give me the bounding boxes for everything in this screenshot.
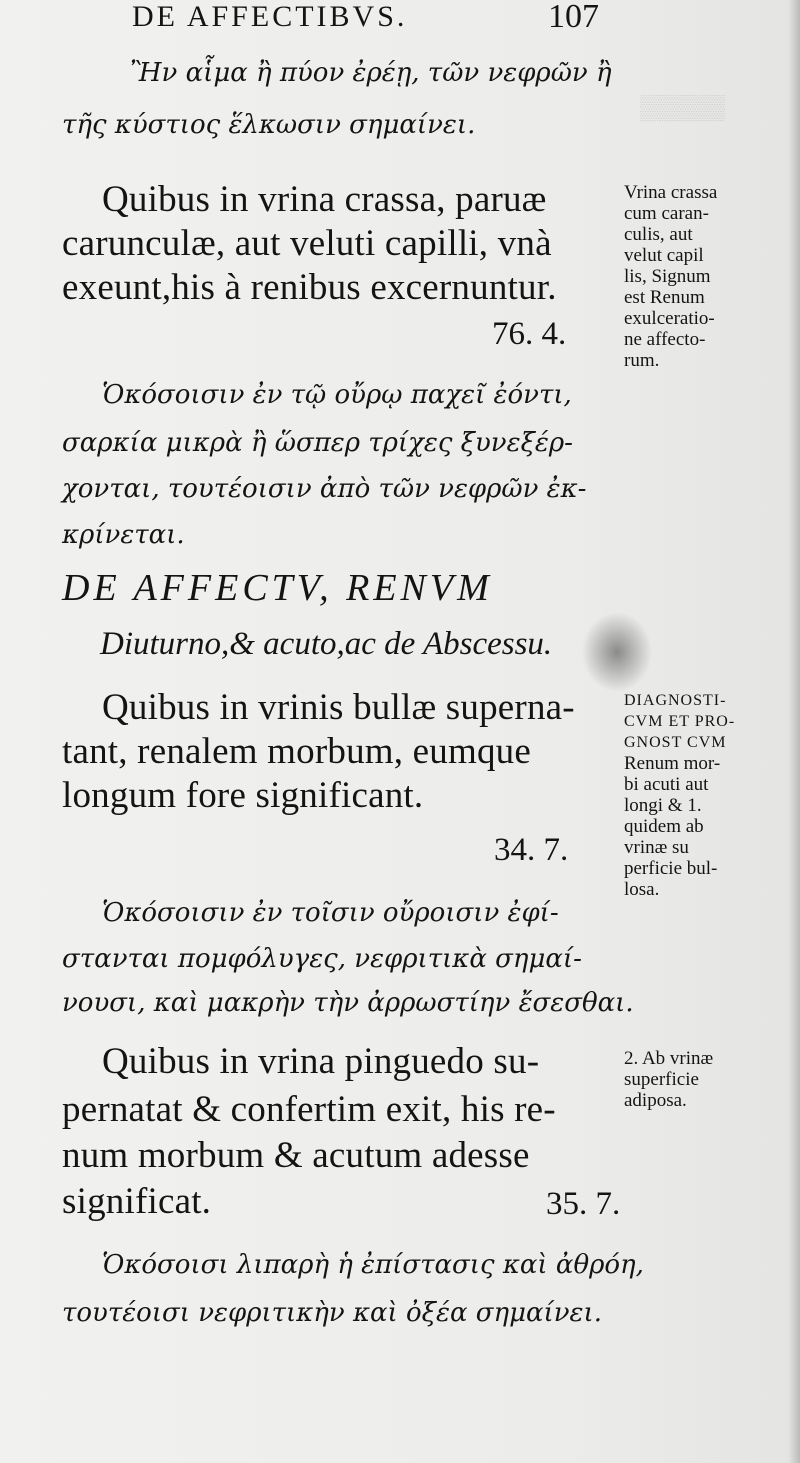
margin-line: cum caran- bbox=[624, 203, 709, 224]
margin-line: culis, aut bbox=[624, 224, 693, 245]
latin-line: tant, renalem morbum, eumque bbox=[62, 731, 531, 772]
margin-line: Renum mor- bbox=[624, 753, 721, 774]
latin-line: longum fore significant. bbox=[62, 775, 424, 816]
margin-line: lis, Signum bbox=[624, 266, 711, 287]
margin-note bbox=[624, 182, 717, 371]
margin-line: vrinæ su bbox=[624, 837, 689, 858]
section-subtitle: Diuturno,& acuto,ac de Abscessu. bbox=[100, 626, 553, 662]
greek-line: νουσι, καὶ μακρὴν τὴν ἀρρωστίην ἔσεσθαι. bbox=[62, 988, 634, 1018]
greek-line: Ἢν αἷμα ἢ πύον ἐρέῃ, τῶν νεφρῶν ἢ bbox=[130, 58, 612, 88]
margin-line: Vrina crassa bbox=[624, 182, 718, 203]
latin-line: Quibus in vrina pinguedo su- bbox=[102, 1041, 540, 1082]
margin-note bbox=[624, 690, 735, 900]
page-number: 107 bbox=[548, 0, 599, 35]
margin-note bbox=[624, 1048, 713, 1111]
greek-line: κρίνεται. bbox=[62, 520, 185, 550]
show-through: ▒▒▒▒▒ bbox=[640, 95, 726, 121]
latin-line: carunculæ, aut veluti capilli, vnà bbox=[62, 223, 552, 264]
greek-line: τῆς κύστιος ἕλκωσιν σημαίνει. bbox=[62, 110, 476, 140]
margin-line: adiposa. bbox=[624, 1090, 687, 1111]
section-title: DE AFFECTV, RENVM bbox=[62, 567, 493, 609]
greek-line: Ὁκόσοισιν ἐν τῷ οὔρῳ παχεῖ ἐόντι, bbox=[102, 380, 572, 410]
ink-stain bbox=[582, 612, 652, 692]
margin-line: superficie bbox=[624, 1069, 699, 1090]
aphorism-reference: 34. 7. bbox=[494, 832, 569, 868]
greek-line: Ὁκόσοισι λιπαρὴ ἡ ἐπίστασις καὶ ἀθρόη, bbox=[102, 1250, 644, 1280]
latin-line: pernatat & confertim exit, his re- bbox=[62, 1089, 556, 1130]
latin-line: num morbum & acutum adesse bbox=[62, 1135, 530, 1176]
greek-line: χονται, τουτέοισιν ἀπὸ τῶν νεφρῶν ἐκ- bbox=[62, 474, 587, 504]
margin-line: longi & 1. bbox=[624, 795, 702, 816]
latin-line: Quibus in vrinis bullæ superna- bbox=[102, 687, 575, 728]
aphorism-reference: 35. 7. bbox=[546, 1186, 621, 1222]
margin-line: perficie bul- bbox=[624, 858, 718, 879]
margin-line: rum. bbox=[624, 350, 660, 371]
margin-line: DIAGNOSTI- bbox=[624, 692, 727, 709]
greek-line: τουτέοισι νεφριτικὴν καὶ ὀξέα σημαίνει. bbox=[62, 1298, 602, 1328]
margin-line: est Renum bbox=[624, 287, 705, 308]
greek-line: στανται πομφόλυγες, νεφριτικὰ σημαί- bbox=[62, 944, 582, 974]
margin-line: velut capil bbox=[624, 245, 704, 266]
greek-line: σαρκία μικρὰ ἢ ὥσπερ τρίχες ξυνεξέρ- bbox=[62, 428, 573, 458]
gutter-shadow bbox=[788, 0, 800, 1463]
margin-line: losa. bbox=[624, 879, 660, 900]
greek-line: Ὁκόσοισιν ἐν τοῖσιν οὔροισιν ἐφί- bbox=[102, 898, 559, 928]
latin-line: Quibus in vrina crassa, paruæ bbox=[102, 179, 547, 220]
margin-line: quidem ab bbox=[624, 816, 704, 837]
latin-line: exeunt,his à renibus excernuntur. bbox=[62, 267, 557, 308]
margin-line: GNOST CVM bbox=[624, 734, 727, 751]
margin-line: 2. Ab vrinæ bbox=[624, 1048, 714, 1069]
latin-line: significat. bbox=[62, 1181, 212, 1222]
margin-line: CVM ET PRO- bbox=[624, 713, 736, 730]
margin-line: exulceratio- bbox=[624, 308, 715, 329]
running-title: DE AFFECTIBVS. bbox=[132, 0, 408, 33]
aphorism-reference: 76. 4. bbox=[492, 316, 567, 352]
margin-line: ne affecto- bbox=[624, 329, 706, 350]
margin-line: bi acuti aut bbox=[624, 774, 709, 795]
